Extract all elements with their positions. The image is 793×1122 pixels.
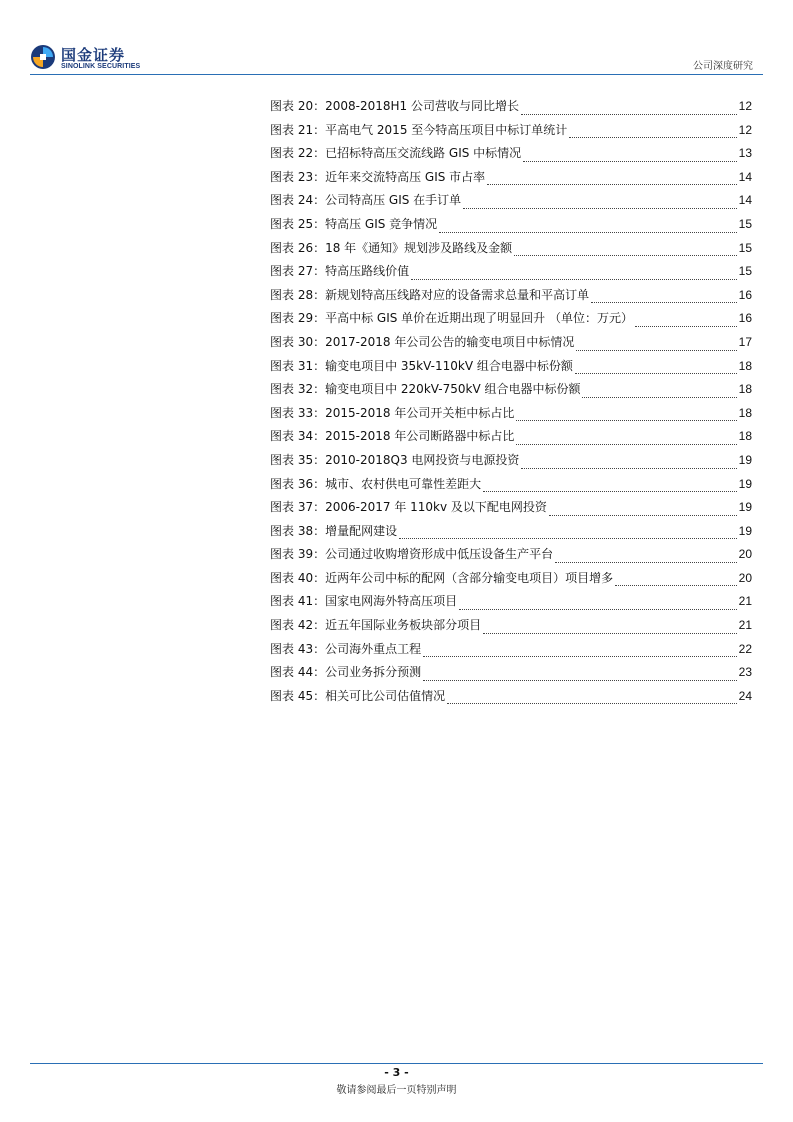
toc-entry-title: 输变电项目中 35kV-110kV 组合电器中标份额 <box>325 358 573 373</box>
toc-entry[interactable] <box>270 260 752 284</box>
toc-entry-title: 公司特高压 GIS 在手订单 <box>325 193 462 208</box>
toc-dot-leader <box>615 584 737 586</box>
toc-entry-title: 近两年公司中标的配网（含部分输变电项目）项目增多 <box>325 570 614 585</box>
figure-table-of-contents <box>270 95 752 708</box>
toc-dot-leader <box>399 537 737 539</box>
logo-chinese-name: 国金证券 <box>61 46 126 64</box>
toc-entry[interactable] <box>270 449 752 473</box>
toc-entry-label: 图表 21： <box>270 122 326 137</box>
toc-entry-title: 2008-2018H1 公司营收与同比增长 <box>325 99 519 113</box>
toc-entry-title: 城市、农村供电可靠性差距大 <box>325 476 482 491</box>
toc-entry[interactable] <box>270 213 752 237</box>
toc-entry[interactable] <box>270 496 752 520</box>
toc-entry-label: 图表 37： <box>270 500 326 515</box>
toc-dot-leader <box>487 183 736 185</box>
toc-dot-leader <box>582 396 736 398</box>
toc-entry-label: 图表 23： <box>270 169 326 184</box>
toc-entry-page: 19 <box>738 523 752 538</box>
toc-entry-page: 21 <box>738 594 752 609</box>
toc-dot-leader <box>555 561 737 563</box>
toc-entry-page: 24 <box>738 688 752 703</box>
toc-dot-leader <box>521 467 736 469</box>
toc-entry-page: 15 <box>738 264 752 279</box>
toc-dot-leader <box>516 419 736 421</box>
toc-entry-page: 18 <box>738 429 752 444</box>
toc-entry-label: 图表 29： <box>270 311 326 326</box>
toc-entry-title: 公司业务拆分预测 <box>325 665 422 680</box>
toc-entry-label: 图表 27： <box>270 264 326 279</box>
toc-entry-page: 18 <box>738 358 752 373</box>
toc-entry-label: 图表 33： <box>270 405 326 420</box>
toc-entry-label: 图表 40： <box>270 570 326 585</box>
toc-entry[interactable] <box>270 166 752 190</box>
toc-entry-page: 19 <box>738 452 752 467</box>
toc-entry-title: 2015-2018 年公司断路器中标占比 <box>325 429 515 444</box>
toc-dot-leader <box>569 136 736 138</box>
toc-entry-page: 19 <box>738 500 752 515</box>
toc-entry-title: 输变电项目中 220kV-750kV 组合电器中标份额 <box>325 382 581 397</box>
toc-entry-label: 图表 24： <box>270 193 326 208</box>
logo-english-name: SINOLINK SECURITIES <box>61 63 141 70</box>
toc-entry-label: 图表 26： <box>270 240 326 255</box>
toc-entry-page: 19 <box>738 476 752 491</box>
toc-entry-title: 近年来交流特高压 GIS 市占率 <box>325 169 486 184</box>
toc-entry-title: 特高压路线价值 <box>325 264 410 279</box>
toc-entry-label: 图表 32： <box>270 382 326 397</box>
toc-entry-title: 2006-2017 年 110kv 及以下配电网投资 <box>325 500 547 515</box>
toc-entry-label: 图表 30： <box>270 334 326 349</box>
toc-entry[interactable] <box>270 119 752 143</box>
toc-entry-label: 图表 36： <box>270 476 326 491</box>
toc-entry-title: 2010-2018Q3 电网投资与电源投资 <box>325 452 520 467</box>
toc-entry-page: 15 <box>738 240 752 255</box>
toc-entry-label: 图表 28： <box>270 287 326 302</box>
toc-dot-leader <box>447 702 737 704</box>
toc-entry[interactable] <box>270 614 752 638</box>
toc-entry[interactable] <box>270 590 752 614</box>
toc-entry[interactable] <box>270 425 752 449</box>
sinolink-logo-icon <box>30 44 56 70</box>
toc-dot-leader <box>576 349 736 351</box>
footer-disclaimer: 敬请参阅最后一页特别声明 <box>336 1085 457 1096</box>
toc-dot-leader <box>463 207 736 209</box>
toc-entry-title: 公司通过收购增资形成中低压设备生产平台 <box>325 547 554 562</box>
toc-dot-leader <box>483 632 737 634</box>
toc-entry-page: 12 <box>738 122 752 137</box>
toc-entry[interactable] <box>270 543 752 567</box>
toc-entry[interactable] <box>270 355 752 379</box>
toc-entry[interactable] <box>270 237 752 261</box>
toc-dot-leader <box>459 608 737 610</box>
toc-entry-title: 国家电网海外特高压项目 <box>325 594 458 609</box>
toc-entry-page: 18 <box>738 405 752 420</box>
toc-dot-leader <box>514 254 736 256</box>
toc-entry-title: 新规划特高压线路对应的设备需求总量和平高订单 <box>325 287 590 302</box>
toc-entry-title: 18 年《通知》规划涉及路线及金额 <box>325 240 513 255</box>
page-header <box>0 0 793 80</box>
toc-entry-title: 特高压 GIS 竞争情况 <box>325 216 438 231</box>
header-divider <box>30 74 763 75</box>
toc-entry-page: 21 <box>738 618 752 633</box>
toc-entry-title: 2017-2018 年公司公告的输变电项目中标情况 <box>325 334 575 349</box>
footer-divider <box>30 1063 763 1064</box>
toc-entry-label: 图表 43： <box>270 641 326 656</box>
toc-dot-leader <box>549 514 737 516</box>
toc-entry-label: 图表 39： <box>270 547 326 562</box>
toc-entry-page: 16 <box>738 311 752 326</box>
toc-entry-page: 20 <box>738 547 752 562</box>
toc-dot-leader <box>516 443 736 445</box>
toc-entry[interactable] <box>270 284 752 308</box>
toc-dot-leader <box>411 278 737 280</box>
toc-entry-label: 图表 25： <box>270 216 326 231</box>
toc-entry[interactable] <box>270 473 752 497</box>
toc-entry-page: 16 <box>738 287 752 302</box>
toc-dot-leader <box>423 655 737 657</box>
toc-entry[interactable] <box>270 189 752 213</box>
toc-entry-label: 图表 34： <box>270 429 326 444</box>
page-number: - 3 - <box>384 1066 409 1079</box>
toc-dot-leader <box>439 231 736 233</box>
toc-entry-title: 2015-2018 年公司开关柜中标占比 <box>325 405 515 420</box>
toc-entry-page: 18 <box>738 382 752 397</box>
toc-entry-title: 相关可比公司估值情况 <box>325 688 446 703</box>
toc-entry-title: 增量配网建设 <box>325 523 398 538</box>
toc-entry[interactable] <box>270 331 752 355</box>
toc-entry[interactable] <box>270 95 752 119</box>
toc-entry-title: 已招标特高压交流线路 GIS 中标情况 <box>325 146 522 161</box>
toc-entry-label: 图表 44： <box>270 665 326 680</box>
toc-entry[interactable] <box>270 378 752 402</box>
toc-entry-page: 13 <box>738 146 752 161</box>
toc-dot-leader <box>591 301 737 303</box>
toc-entry[interactable] <box>270 520 752 544</box>
toc-entry-label: 图表 20： <box>270 99 326 113</box>
toc-entry-label: 图表 38： <box>270 523 326 538</box>
toc-entry-page: 14 <box>738 169 752 184</box>
toc-entry-page: 22 <box>738 641 752 656</box>
toc-entry-label: 图表 31： <box>270 358 326 373</box>
toc-dot-leader <box>521 113 737 115</box>
toc-dot-leader <box>483 490 737 492</box>
toc-dot-leader <box>423 679 737 681</box>
toc-entry[interactable] <box>270 402 752 426</box>
toc-entry[interactable] <box>270 638 752 662</box>
toc-entry[interactable] <box>270 567 752 591</box>
toc-entry[interactable] <box>270 685 752 709</box>
toc-dot-leader <box>523 160 736 162</box>
toc-entry-label: 图表 41： <box>270 594 326 609</box>
toc-entry-page: 23 <box>738 665 752 680</box>
toc-dot-leader <box>575 372 737 374</box>
toc-entry-label: 图表 42： <box>270 618 326 633</box>
report-type: 公司深度研究 <box>693 61 753 72</box>
toc-entry-page: 12 <box>738 99 752 113</box>
toc-entry[interactable] <box>270 307 752 331</box>
toc-entry-label: 图表 22： <box>270 146 326 161</box>
company-logo <box>30 44 150 74</box>
toc-entry[interactable] <box>270 142 752 166</box>
toc-entry-title: 近五年国际业务板块部分项目 <box>325 618 482 633</box>
toc-entry-page: 14 <box>738 193 752 208</box>
toc-entry-title: 平高中标 GIS 单价在近期出现了明显回升 （单位：万元） <box>325 311 633 326</box>
toc-entry-label: 图表 35： <box>270 452 326 467</box>
toc-entry-title: 平高电气 2015 至今特高压项目中标订单统计 <box>325 122 568 137</box>
toc-entry[interactable] <box>270 661 752 685</box>
toc-dot-leader <box>635 325 737 327</box>
toc-entry-label: 图表 45： <box>270 688 326 703</box>
toc-entry-page: 17 <box>738 334 752 349</box>
toc-entry-title: 公司海外重点工程 <box>325 641 422 656</box>
toc-entry-page: 20 <box>738 570 752 585</box>
toc-entry-page: 15 <box>738 216 752 231</box>
